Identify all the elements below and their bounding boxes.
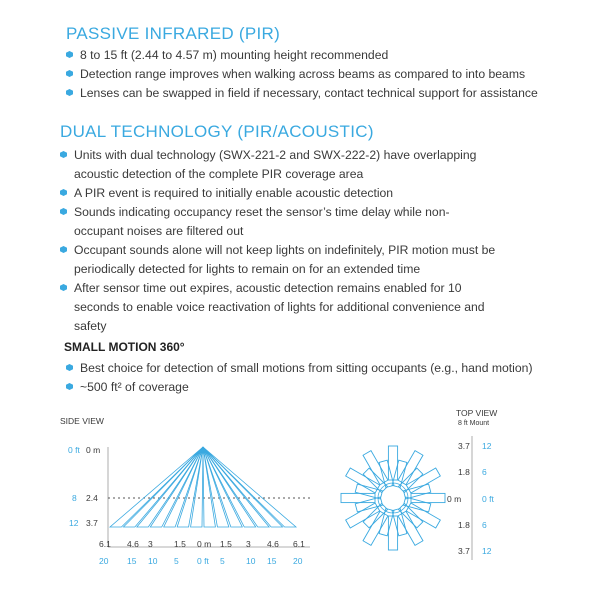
pir-list [64,46,538,103]
top-beam-rect [398,511,423,545]
top-scale-ft: 6 [482,520,487,530]
top-beam-rect [363,511,388,545]
top-beam-rect [398,451,423,485]
top-beam [388,516,397,550]
top-beam-rect [406,503,440,528]
small-motion-heading [64,340,185,354]
top-center-ring [378,483,408,513]
side-bottom-m: 3 [246,539,251,549]
list-item: Lenses can be swapped in field if necessary, contact technical support for assistance [64,84,538,103]
top-beam-rect [388,516,397,550]
dual-tech-list [58,146,498,336]
pir-heading: PASSIVE INFRARED (PIR) [66,24,281,43]
top-beam [388,446,397,480]
side-view-label: SIDE VIEW [60,416,104,426]
side-bottom-m: 1.5 [220,539,232,549]
list-item: After sensor time out expires, acoustic detection remains enabled for 10 seconds to enable voice reactivation of lights for additional convenience and safety [58,279,498,336]
top-scale-ft: 6 [482,467,487,477]
top-scale-m: 3.7 [458,546,470,556]
side-bottom-m: 6.1 [99,539,111,549]
top-beam-rect [346,468,380,493]
list-item: 8 to 15 ft (2.44 to 4.57 m) mounting height recommended [64,46,538,65]
top-beam [398,451,423,485]
top-beam [363,451,388,485]
side-view-diagram [108,447,312,547]
side-bottom-ft: 20 [293,556,303,566]
list-item: Best choice for detection of small motions from sitting occupants (e.g., hand motion) [64,359,533,378]
side-bottom-m: 0 m [197,539,212,549]
side-ft-1: 8 [72,493,77,503]
top-beam-rect [388,446,397,480]
top-scale-ft: 0 ft [482,494,494,504]
side-bottom-m: 3 [148,539,153,549]
side-ft-0: 0 ft [68,445,80,455]
list-item: Occupant sounds alone will not keep lights on indefinitely, PIR motion must be periodically detected for lights to remain on for an extended time [58,241,498,279]
side-bottom-m: 4.6 [267,539,279,549]
dual-tech-heading: DUAL TECHNOLOGY (PIR/ACOUSTIC) [60,122,374,141]
top-beam [398,511,423,545]
top-beam [411,493,445,502]
top-beam-rect [363,451,388,485]
side-m-2: 3.7 [86,518,98,528]
top-scale-m: 1.8 [458,467,470,477]
top-view-label: TOP VIEW [456,408,498,418]
top-beam [363,511,388,545]
top-beam [346,503,380,528]
side-bottom-m: 6.1 [293,539,305,549]
top-beam-rect [341,493,375,502]
side-bottom-ft: 15 [267,556,277,566]
list-item: Units with dual technology (SWX-221-2 and SWX-222-2) have overlapping acoustic detection of the complete PIR coverage area [58,146,498,184]
side-ft-2: 12 [69,518,79,528]
side-bottom-ft: 0 ft [197,556,209,566]
side-beam [150,447,203,527]
top-view-mount: 8 ft Mount [458,420,490,427]
top-beam-rect [346,503,380,528]
side-m-0: 0 m [86,445,101,455]
side-beam [177,447,203,527]
list-item: Detection range improves when walking across beams as compared to into beams [64,65,538,84]
top-beam [406,468,440,493]
top-scale-m: 3.7 [458,441,470,451]
top-beam-rect [411,493,445,502]
list-item: Sounds indicating occupancy reset the sensor’s time delay while non-occupant noises are filtered out [58,203,498,241]
side-m-1: 2.4 [86,493,98,503]
top-beam [346,468,380,493]
top-scale-ft: 12 [482,546,492,556]
top-beam [341,493,375,502]
side-bottom-ft: 5 [220,556,225,566]
list-item: ~500 ft² of coverage [64,378,533,397]
side-bottom-ft: 10 [148,556,158,566]
top-beam-rect [406,468,440,493]
side-bottom-ft: 15 [127,556,137,566]
side-bottom-ft: 10 [246,556,256,566]
top-beam [406,503,440,528]
top-scale-m: 0 m [447,494,462,504]
small-motion-title: SMALL MOTION 360° [64,340,185,354]
top-scale-ft: 12 [482,441,492,451]
side-bottom-m: 4.6 [127,539,139,549]
list-item: A PIR event is required to initially enable acoustic detection [58,184,498,203]
side-bottom-m: 1.5 [174,539,186,549]
side-bottom-ft: 20 [99,556,109,566]
side-bottom-ft: 5 [174,556,179,566]
top-scale-m: 1.8 [458,520,470,530]
small-motion-list [64,359,533,397]
